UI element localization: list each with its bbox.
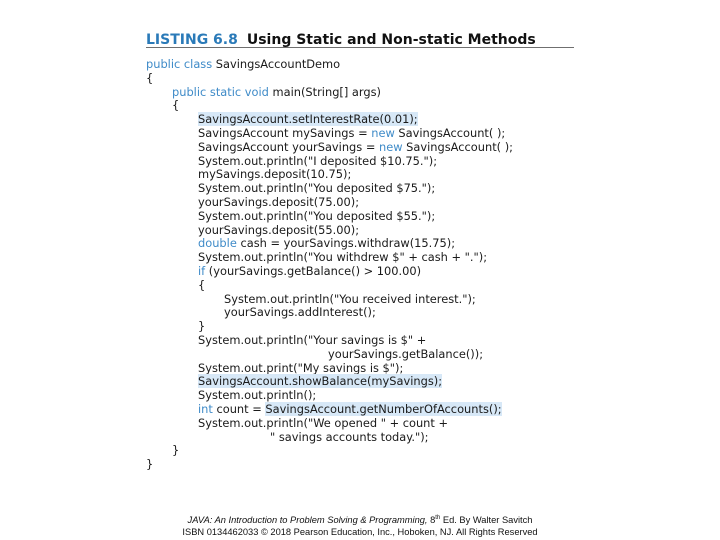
code-text: System.out.println("You deposited $55.");	[198, 208, 436, 223]
listing-title: Using Static and Non-static Methods	[246, 32, 536, 48]
code-line	[146, 72, 153, 86]
code-line	[198, 237, 455, 251]
code-text: yourSavings.addInterest();	[224, 305, 376, 320]
code-line	[198, 403, 502, 417]
code-line	[198, 362, 403, 376]
code-keyword: if	[198, 264, 206, 278]
code-text: System.out.println("You received interest.");	[224, 291, 476, 306]
code-keyword: new	[371, 126, 395, 140]
code-line	[198, 155, 437, 169]
code-text: SavingsAccountDemo	[212, 57, 341, 71]
code-line	[198, 168, 351, 182]
code-text: yourSavings.deposit(55.00);	[198, 222, 360, 237]
code-text: main(String[] args)	[268, 84, 382, 99]
code-text: SavingsAccount.getNumberOfAccounts();	[265, 402, 502, 416]
code-line	[198, 113, 418, 127]
edition-suffix: th	[435, 515, 441, 521]
code-text: System.out.print("My savings is $");	[198, 360, 404, 375]
code-text: System.out.println("Your savings is $" +	[198, 333, 427, 347]
code-line	[328, 348, 483, 362]
code-listing	[146, 58, 586, 478]
edition-author: Ed. By Walter Savitch	[442, 515, 533, 525]
code-keyword: double	[198, 236, 237, 251]
code-line	[146, 58, 340, 72]
code-line	[224, 306, 376, 320]
code-keyword: public class	[146, 57, 213, 71]
footer-line-2: ISBN 0134462033 © 2018 Pearson Education, Inc., Hoboken, NJ. All Rights Reserved	[182, 527, 538, 537]
code-line	[146, 458, 153, 472]
listing-label: LISTING 6.8	[146, 32, 238, 48]
code-line	[198, 334, 426, 348]
code-text: }	[198, 319, 206, 334]
code-text: SavingsAccount yourSavings =	[198, 139, 380, 154]
code-text: System.out.println("I deposited $10.75.");	[198, 153, 438, 168]
code-line	[198, 127, 505, 141]
code-text: count =	[212, 402, 266, 416]
code-text: SavingsAccount.showBalance(mySavings);	[198, 374, 443, 389]
code-text: yourSavings.deposit(75.00);	[198, 195, 360, 209]
code-line	[198, 141, 513, 155]
header-rule	[146, 47, 574, 48]
code-text: System.out.println("You withdrew $" + cash + ".");	[198, 250, 488, 265]
code-line	[198, 182, 435, 196]
code-line	[198, 417, 448, 431]
code-text: System.out.println("We opened " + count +	[198, 415, 449, 430]
code-line	[172, 444, 179, 458]
code-text: cash = yourSavings.withdraw(15.75);	[236, 236, 456, 251]
code-line	[198, 265, 421, 279]
code-text: }	[146, 457, 154, 472]
code-text: yourSavings.getBalance());	[328, 346, 484, 361]
footer-line-1	[0, 512, 720, 526]
code-line	[198, 210, 435, 224]
code-text: SavingsAccount( );	[402, 139, 514, 154]
code-text: SavingsAccount mySavings =	[198, 126, 372, 140]
code-text: {	[172, 98, 180, 113]
code-text: }	[172, 443, 180, 458]
code-line	[198, 375, 442, 389]
code-line	[172, 86, 381, 100]
code-keyword: int	[198, 402, 213, 416]
code-text: {	[198, 277, 206, 292]
code-line	[270, 431, 429, 445]
code-keyword: public static void	[172, 84, 269, 99]
code-text: mySavings.deposit(10.75);	[198, 167, 352, 182]
code-text: {	[146, 70, 154, 85]
code-line	[198, 196, 359, 210]
code-text: (yourSavings.getBalance() > 100.00)	[205, 264, 422, 278]
code-keyword: new	[379, 139, 403, 154]
footer-citation	[0, 512, 720, 538]
code-line	[172, 99, 179, 113]
code-line	[198, 251, 487, 265]
code-line	[198, 389, 316, 403]
book-title: JAVA: An Introduction to Problem Solving & Programming,	[187, 515, 428, 525]
code-text: SavingsAccount.setInterestRate(0.01);	[198, 112, 418, 127]
code-line	[224, 293, 476, 307]
code-text: " savings accounts today.");	[270, 429, 429, 444]
code-line	[198, 320, 205, 334]
edition-number: 8	[430, 515, 436, 525]
code-text: SavingsAccount( );	[394, 126, 506, 140]
code-line	[198, 279, 205, 293]
code-text: System.out.println();	[198, 388, 317, 403]
code-text: System.out.println("You deposited $75.");	[198, 181, 436, 196]
code-line	[198, 224, 359, 238]
